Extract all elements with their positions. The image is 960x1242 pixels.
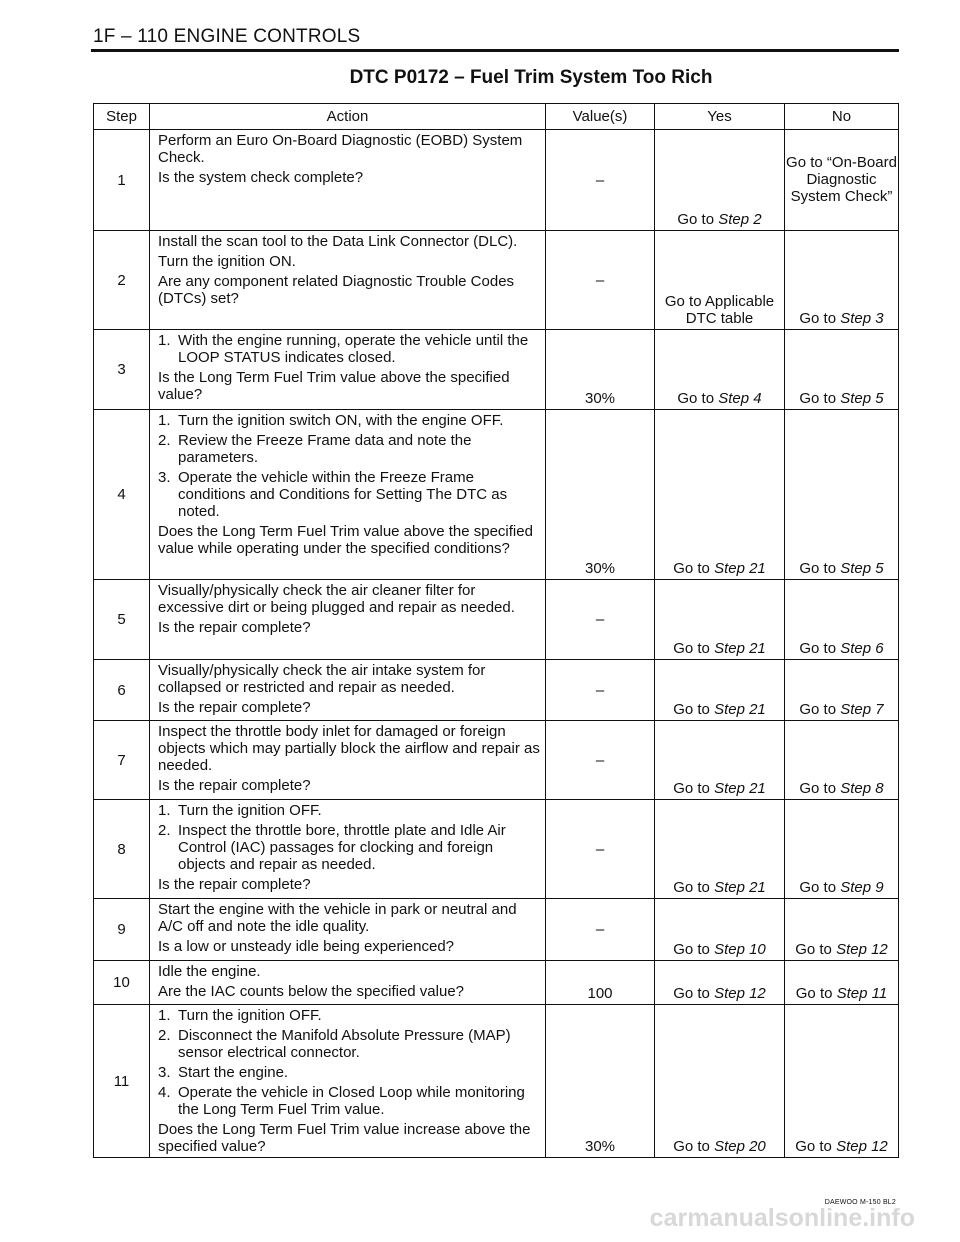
action-text: Visually/physically check the air cleaner filter for excessive dirt or being plugged and repair as needed.: [158, 582, 515, 616]
yes-cell: [655, 580, 785, 660]
substep-text: Disconnect the Manifold Absolute Pressure (MAP) sensor electrical connector.: [178, 1027, 511, 1061]
no-cell-step-link: Step 11: [836, 985, 888, 1002]
step-number: 6: [94, 660, 150, 721]
value-cell: 30%: [546, 1005, 655, 1158]
action-text: Turn the ignition ON.: [158, 253, 296, 270]
table-row: [94, 660, 899, 721]
value-cell: –: [546, 800, 655, 899]
yes-cell-step-link: Step 20: [714, 1138, 766, 1155]
action-cell: [150, 130, 546, 231]
step-number: 4: [94, 410, 150, 580]
action-substep: [158, 1007, 541, 1024]
substep-number: 2.: [158, 432, 171, 449]
substep-number: 2.: [158, 822, 171, 839]
column-header-action: Action: [150, 104, 546, 130]
no-cell-step-link: Step 9: [840, 879, 884, 896]
watermark: carmanualsonline.info: [649, 1204, 915, 1232]
action-cell: [150, 330, 546, 410]
action-substep: [158, 822, 541, 873]
no-cell-step-link: Step 6: [840, 640, 884, 657]
action-text: Inspect the throttle body inlet for damaged or foreign objects which may partially block the airflow and repair as needed.: [158, 723, 540, 774]
yes-cell-prefix: Go to: [673, 780, 715, 797]
action-text: Start the engine with the vehicle in park or neutral and A/C off and note the idle quality.: [158, 901, 517, 935]
action-text: Idle the engine.: [158, 963, 261, 980]
page-header: 1F – 110 ENGINE CONTROLS: [93, 26, 361, 47]
action-substep: [158, 412, 541, 429]
yes-cell-prefix: Go to: [673, 941, 715, 958]
column-header-no: No: [785, 104, 899, 130]
yes-cell: Go to Applicable DTC table: [655, 231, 785, 330]
substep-number: 1.: [158, 412, 171, 429]
value-cell: –: [546, 660, 655, 721]
no-cell: [785, 1005, 899, 1158]
substep-text: Inspect the throttle bore, throttle plate and Idle Air Control (IAC) passages for clocking and foreign objects and repair as needed.: [178, 822, 506, 873]
value-cell: –: [546, 580, 655, 660]
table-row: [94, 800, 899, 899]
no-cell: [785, 660, 899, 721]
yes-cell: [655, 961, 785, 1005]
action-text: Is the system check complete?: [158, 169, 364, 186]
table-body: [94, 130, 899, 1158]
action-text: Is the repair complete?: [158, 699, 311, 716]
step-number: 3: [94, 330, 150, 410]
yes-cell-prefix: Go to: [673, 640, 715, 657]
no-cell-prefix: Go to: [799, 879, 841, 896]
table-row: [94, 330, 899, 410]
no-cell: [785, 330, 899, 410]
action-question: Is the repair complete?: [158, 876, 311, 893]
step-number: 2: [94, 231, 150, 330]
yes-cell-step-link: Step 21: [714, 879, 766, 896]
no-cell: Go to “On-Board Diagnostic System Check”: [785, 130, 899, 231]
no-cell-prefix: Go to: [799, 780, 841, 797]
step-number: 5: [94, 580, 150, 660]
yes-cell-step-link: Step 21: [714, 780, 766, 797]
no-cell-step-link: Step 8: [840, 780, 884, 797]
table-row: [94, 580, 899, 660]
yes-cell: [655, 330, 785, 410]
action-substep: [158, 432, 541, 466]
substep-number: 1.: [158, 802, 171, 819]
step-number: 10: [94, 961, 150, 1005]
yes-cell: [655, 721, 785, 800]
substep-number: 3.: [158, 1064, 171, 1081]
yes-cell-prefix: Go to: [673, 560, 715, 577]
no-cell-step-link: Step 5: [840, 390, 884, 407]
substep-text: Operate the vehicle in Closed Loop while monitoring the Long Term Fuel Trim value.: [178, 1084, 525, 1118]
yes-cell: [655, 660, 785, 721]
substep-number: 1.: [158, 332, 171, 349]
action-cell: [150, 721, 546, 800]
action-text: Are any component related Diagnostic Trouble Codes (DTCs) set?: [158, 273, 515, 307]
no-cell-step-link: Step 5: [840, 560, 884, 577]
diagnostic-table: [93, 103, 899, 1158]
action-question: Does the Long Term Fuel Trim value above the specified value while operating under the specified conditions?: [158, 523, 533, 557]
yes-cell-prefix: Go to: [677, 390, 719, 407]
value-cell: 30%: [546, 410, 655, 580]
value-cell: –: [546, 721, 655, 800]
step-number: 7: [94, 721, 150, 800]
yes-cell-step-link: Step 10: [714, 941, 766, 958]
header-rule: [91, 49, 899, 52]
step-number: 9: [94, 899, 150, 961]
yes-cell-step-link: Step 21: [714, 560, 766, 577]
no-cell-prefix: Go to: [795, 1138, 837, 1155]
no-cell-prefix: Go to: [795, 985, 837, 1002]
substep-text: Turn the ignition OFF.: [178, 1007, 322, 1024]
substep-number: 1.: [158, 1007, 171, 1024]
no-cell: [785, 580, 899, 660]
table-row: [94, 231, 899, 330]
no-cell-prefix: Go to: [799, 390, 841, 407]
table-row: [94, 899, 899, 961]
yes-cell: [655, 1005, 785, 1158]
footer-code: DAEWOO M-150 BL2: [824, 1199, 896, 1206]
value-cell: –: [546, 899, 655, 961]
action-substep: [158, 469, 541, 520]
yes-cell-prefix: Go to: [677, 211, 719, 228]
no-cell: [785, 899, 899, 961]
column-header-values: Value(s): [546, 104, 655, 130]
action-cell: [150, 580, 546, 660]
substep-text: Start the engine.: [178, 1064, 289, 1081]
substep-text: Review the Freeze Frame data and note the parameters.: [178, 432, 472, 466]
yes-cell-prefix: Go to: [673, 879, 715, 896]
step-number: 8: [94, 800, 150, 899]
yes-cell: [655, 899, 785, 961]
action-text: Is the repair complete?: [158, 619, 311, 636]
substep-text: With the engine running, operate the vehicle until the LOOP STATUS indicates closed.: [178, 332, 529, 366]
yes-cell: [655, 800, 785, 899]
yes-cell-step-link: Step 4: [718, 390, 762, 407]
no-cell: [785, 800, 899, 899]
action-substep: [158, 1064, 541, 1081]
value-cell: 30%: [546, 330, 655, 410]
value-cell: –: [546, 130, 655, 231]
no-cell-prefix: Go to: [799, 310, 841, 327]
no-cell-step-link: Step 12: [836, 941, 888, 958]
action-cell: [150, 899, 546, 961]
action-cell: [150, 231, 546, 330]
no-cell: [785, 961, 899, 1005]
no-cell-step-link: Step 7: [840, 701, 884, 718]
column-header-yes: Yes: [655, 104, 785, 130]
value-cell: 100: [546, 961, 655, 1005]
action-cell: [150, 800, 546, 899]
action-question: Is the Long Term Fuel Trim value above the specified value?: [158, 369, 510, 403]
yes-cell-step-link: Step 21: [714, 640, 766, 657]
table-row: [94, 721, 899, 800]
yes-cell-step-link: Step 12: [714, 985, 766, 1002]
yes-cell-step-link: Step 2: [718, 211, 762, 228]
no-cell: [785, 231, 899, 330]
column-header-step: Step: [94, 104, 150, 130]
no-cell-prefix: Go to: [799, 640, 841, 657]
action-cell: [150, 410, 546, 580]
table-row: [94, 961, 899, 1005]
no-cell: [785, 410, 899, 580]
substep-number: 4.: [158, 1084, 171, 1101]
action-substep: [158, 1084, 541, 1118]
no-cell-prefix: Go to: [799, 701, 841, 718]
action-substep: [158, 1027, 541, 1061]
no-cell-step-link: Step 3: [840, 310, 884, 327]
value-cell: –: [546, 231, 655, 330]
action-cell: [150, 961, 546, 1005]
action-text: Is a low or unsteady idle being experienced?: [158, 938, 455, 955]
substep-number: 2.: [158, 1027, 171, 1044]
table-header-row: [94, 104, 899, 130]
table-row: [94, 410, 899, 580]
yes-cell-prefix: Go to: [673, 1138, 715, 1155]
substep-text: Turn the ignition OFF.: [178, 802, 322, 819]
action-text: Is the repair complete?: [158, 777, 311, 794]
yes-cell-step-link: Step 21: [714, 701, 766, 718]
yes-cell: [655, 130, 785, 231]
action-text: Install the scan tool to the Data Link Connector (DLC).: [158, 233, 518, 250]
no-cell-prefix: Go to: [799, 560, 841, 577]
action-cell: [150, 1005, 546, 1158]
table-row: [94, 1005, 899, 1158]
yes-cell-prefix: Go to: [673, 985, 715, 1002]
action-question: Does the Long Term Fuel Trim value increase above the specified value?: [158, 1121, 531, 1155]
no-cell-step-link: Step 12: [836, 1138, 888, 1155]
step-number: 1: [94, 130, 150, 231]
action-text: Are the IAC counts below the specified value?: [158, 983, 465, 1000]
action-substep: [158, 802, 541, 819]
table-row: [94, 130, 899, 231]
yes-cell-prefix: Go to: [673, 701, 715, 718]
no-cell: [785, 721, 899, 800]
action-text: Visually/physically check the air intake system for collapsed or restricted and repair as needed.: [158, 662, 486, 696]
no-cell-prefix: Go to: [795, 941, 837, 958]
document-title: DTC P0172 – Fuel Trim System Too Rich: [349, 67, 713, 88]
substep-text: Operate the vehicle within the Freeze Frame conditions and Conditions for Setting The DTC as noted.: [178, 469, 508, 520]
action-substep: [158, 332, 541, 366]
step-number: 11: [94, 1005, 150, 1158]
action-text: Perform an Euro On-Board Diagnostic (EOBD) System Check.: [158, 132, 523, 166]
substep-number: 3.: [158, 469, 171, 486]
substep-text: Turn the ignition switch ON, with the engine OFF.: [178, 412, 504, 429]
action-cell: [150, 660, 546, 721]
yes-cell: [655, 410, 785, 580]
